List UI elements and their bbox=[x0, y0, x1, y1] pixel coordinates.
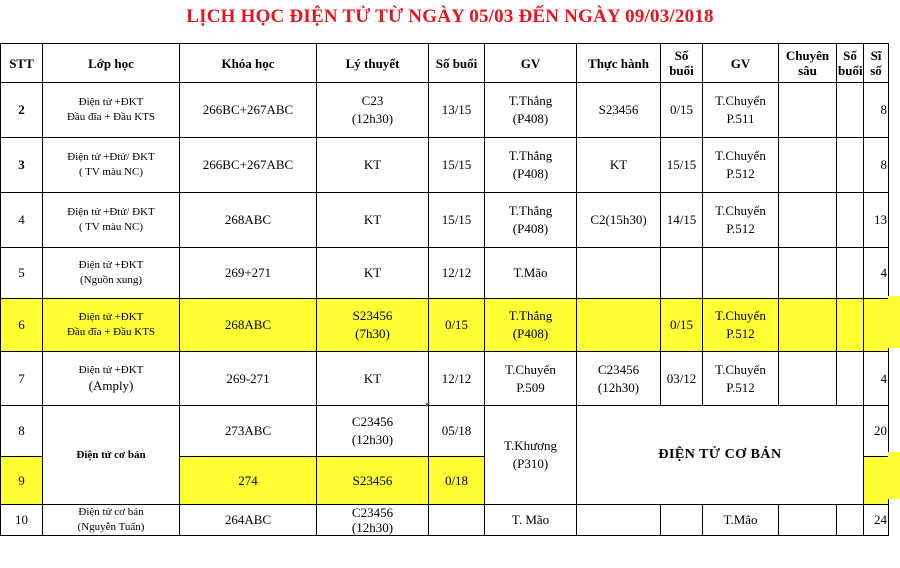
header-so-buoi-th: Số buổi bbox=[661, 44, 703, 83]
cell-gv-th: T.Chuyển P.511 bbox=[703, 83, 779, 138]
cell-stt: 9 bbox=[1, 457, 43, 505]
cell-stt: 10 bbox=[1, 505, 43, 536]
cell-so-buoi-cs bbox=[837, 83, 864, 138]
cell-khoa-hoc: 266BC+267ABC bbox=[180, 138, 317, 193]
header-chuyen-sau: Chuyên sâu bbox=[779, 44, 837, 83]
cell-so-buoi: 0/15 bbox=[429, 299, 485, 352]
cell-gv: T.Thắng (P408) bbox=[485, 299, 577, 352]
header-stt: STT bbox=[1, 44, 43, 83]
cell-ly-thuyet: S23456 bbox=[317, 457, 429, 505]
cell-so-buoi-th bbox=[661, 505, 703, 536]
header-thuc-hanh: Thực hành bbox=[577, 44, 661, 83]
table-row bbox=[1, 248, 889, 299]
cell-so-buoi: 12/12 bbox=[429, 352, 485, 406]
cell-so-buoi bbox=[429, 505, 485, 536]
cell-thuc-hanh: C23456 (12h30) bbox=[577, 352, 661, 406]
cell-gv: T.Chuyển P.509 bbox=[485, 352, 577, 406]
cell-thuc-hanh: C2(15h30) bbox=[577, 193, 661, 248]
header-si-so: Sĩ số bbox=[864, 44, 889, 83]
cell-stt: 5 bbox=[1, 248, 43, 299]
cell-so-buoi-th: 0/15 bbox=[661, 299, 703, 352]
header-gv: GV bbox=[485, 44, 577, 83]
cell-so-buoi-th bbox=[661, 248, 703, 299]
cell-so-buoi-th: 0/15 bbox=[661, 83, 703, 138]
cell-thuc-hanh: S23456 bbox=[577, 83, 661, 138]
cell-thuc-hanh bbox=[577, 505, 661, 536]
cell-stt: 7 bbox=[1, 352, 43, 406]
cell-ly-thuyet: C23 (12h30) bbox=[317, 83, 429, 138]
cell-lop-hoc: Điện tử +ĐKT (Nguồn xung) bbox=[43, 248, 180, 299]
cell-si-so: 4 bbox=[864, 248, 889, 299]
cell-gv: T.Mão bbox=[485, 248, 577, 299]
table-row bbox=[1, 193, 889, 248]
cell-chuyen-sau bbox=[779, 193, 837, 248]
cell-so-buoi: 05/18 bbox=[429, 406, 485, 457]
cell-khoa-hoc: 268ABC bbox=[180, 299, 317, 352]
header-khoa-hoc: Khóa học bbox=[180, 44, 317, 83]
header-lop-hoc: Lớp học bbox=[43, 44, 180, 83]
cell-lop-hoc: Điện tử +ĐKT Đầu đĩa + Đầu KTS bbox=[43, 83, 180, 138]
cell-so-buoi-cs bbox=[837, 505, 864, 536]
cell-ly-thuyet: C23456 (12h30) bbox=[317, 406, 429, 457]
cell-so-buoi-cs bbox=[837, 138, 864, 193]
header-so-buoi-cs: Số buổi bbox=[837, 44, 864, 83]
cell-so-buoi-th: 15/15 bbox=[661, 138, 703, 193]
cell-si-so bbox=[864, 457, 889, 505]
cell-ly-thuyet: KT bbox=[317, 193, 429, 248]
cell-si-so: 24 bbox=[864, 505, 889, 536]
cell-khoa-hoc: 264ABC bbox=[180, 505, 317, 536]
cell-stt: 2 bbox=[1, 83, 43, 138]
cell-thuc-hanh bbox=[577, 248, 661, 299]
header-row bbox=[1, 44, 889, 83]
table-row bbox=[1, 352, 889, 406]
cell-khoa-hoc: 274 bbox=[180, 457, 317, 505]
cell-lop-hoc: Điện tử cơ bản (Nguyễn Tuấn) bbox=[43, 505, 180, 536]
cell-ly-thuyet: KT bbox=[317, 248, 429, 299]
cell-si-so: 13 bbox=[864, 193, 889, 248]
cell-lop-hoc: Điện tử +Đtử/ ĐKT ( TV màu NC) bbox=[43, 193, 180, 248]
cell-thuc-hanh bbox=[577, 299, 661, 352]
cell-gv-th: T.Chuyển P.512 bbox=[703, 138, 779, 193]
cell-si-so: 20 bbox=[864, 406, 889, 457]
cell-stt: 6 bbox=[1, 299, 43, 352]
table-row bbox=[1, 138, 889, 193]
table-row bbox=[1, 406, 889, 457]
cell-gv: T.Thắng (P408) bbox=[485, 193, 577, 248]
cell-khoa-hoc: 266BC+267ABC bbox=[180, 83, 317, 138]
cell-chuyen-sau bbox=[779, 352, 837, 406]
cell-ly-thuyet: C23456 (12h30) bbox=[317, 505, 429, 536]
cell-so-buoi: 13/15 bbox=[429, 83, 485, 138]
cell-ly-thuyet: S23456 (7h30) bbox=[317, 299, 429, 352]
cell-so-buoi: 15/15 bbox=[429, 138, 485, 193]
cell-chuyen-sau bbox=[779, 505, 837, 536]
cell-so-buoi-cs bbox=[837, 299, 864, 352]
cell-chuyen-sau bbox=[779, 248, 837, 299]
cell-si-so bbox=[864, 299, 889, 352]
cell-chuyen-sau bbox=[779, 299, 837, 352]
cell-stt: 4 bbox=[1, 193, 43, 248]
cell-thuc-hanh: KT bbox=[577, 138, 661, 193]
cell-stt: 8 bbox=[1, 406, 43, 457]
table-row-highlighted bbox=[1, 299, 889, 352]
header-ly-thuyet: Lý thuyết bbox=[317, 44, 429, 83]
cell-ly-thuyet: KT bbox=[317, 138, 429, 193]
schedule-table bbox=[0, 43, 889, 536]
cell-so-buoi: 15/15 bbox=[429, 193, 485, 248]
cell-comment-marker bbox=[426, 403, 430, 407]
cell-gv: T.Thắng (P408) bbox=[485, 138, 577, 193]
cell-chuyen-sau bbox=[779, 83, 837, 138]
header-so-buoi: Số buổi bbox=[429, 44, 485, 83]
highlight-overflow-row6 bbox=[888, 296, 900, 348]
cell-lop-hoc: Điện tử +ĐKT (Amply) bbox=[43, 352, 180, 406]
cell-gv-th: T.Chuyển P.512 bbox=[703, 193, 779, 248]
cell-lop-hoc: Điện tử +ĐKT Đầu đĩa + Đầu KTS bbox=[43, 299, 180, 352]
cell-gv: T. Mão bbox=[485, 505, 577, 536]
cell-gv-th: T.Chuyển P.512 bbox=[703, 352, 779, 406]
cell-gv-merged: T.Khương (P310) bbox=[485, 406, 577, 505]
cell-chuyen-sau bbox=[779, 138, 837, 193]
cell-so-buoi: 0/18 bbox=[429, 457, 485, 505]
cell-so-buoi-cs bbox=[837, 248, 864, 299]
cell-so-buoi-cs bbox=[837, 352, 864, 406]
cell-gv: T.Thắng (P408) bbox=[485, 83, 577, 138]
page-title: LỊCH HỌC ĐIỆN TỬ TỪ NGÀY 05/03 ĐẾN NGÀY 09/03/2018 bbox=[186, 6, 714, 27]
header-gv-th: GV bbox=[703, 44, 779, 83]
cell-so-buoi-th: 03/12 bbox=[661, 352, 703, 406]
cell-si-so: 8 bbox=[864, 83, 889, 138]
cell-so-buoi-cs bbox=[837, 193, 864, 248]
cell-so-buoi-th: 14/15 bbox=[661, 193, 703, 248]
highlight-overflow-row9 bbox=[888, 452, 900, 499]
cell-stt: 3 bbox=[1, 138, 43, 193]
cell-dien-tu-co-ban-merged: ĐIỆN TỬ CƠ BẢN bbox=[577, 406, 864, 505]
cell-si-so: 4 bbox=[864, 352, 889, 406]
cell-ly-thuyet: KT bbox=[317, 352, 429, 406]
cell-gv-th: T.Mão bbox=[703, 505, 779, 536]
cell-khoa-hoc: 268ABC bbox=[180, 193, 317, 248]
cell-lop-hoc: Điện tử +Đtử/ ĐKT ( TV màu NC) bbox=[43, 138, 180, 193]
cell-lop-hoc-merged: Điện tử cơ bản bbox=[43, 406, 180, 505]
cell-khoa-hoc: 269+271 bbox=[180, 248, 317, 299]
cell-khoa-hoc: 273ABC bbox=[180, 406, 317, 457]
cell-gv-th bbox=[703, 248, 779, 299]
cell-khoa-hoc: 269-271 bbox=[180, 352, 317, 406]
cell-so-buoi: 12/12 bbox=[429, 248, 485, 299]
table-row bbox=[1, 83, 889, 138]
table-row bbox=[1, 505, 889, 536]
cell-gv-th: T.Chuyển P.512 bbox=[703, 299, 779, 352]
cell-si-so: 8 bbox=[864, 138, 889, 193]
